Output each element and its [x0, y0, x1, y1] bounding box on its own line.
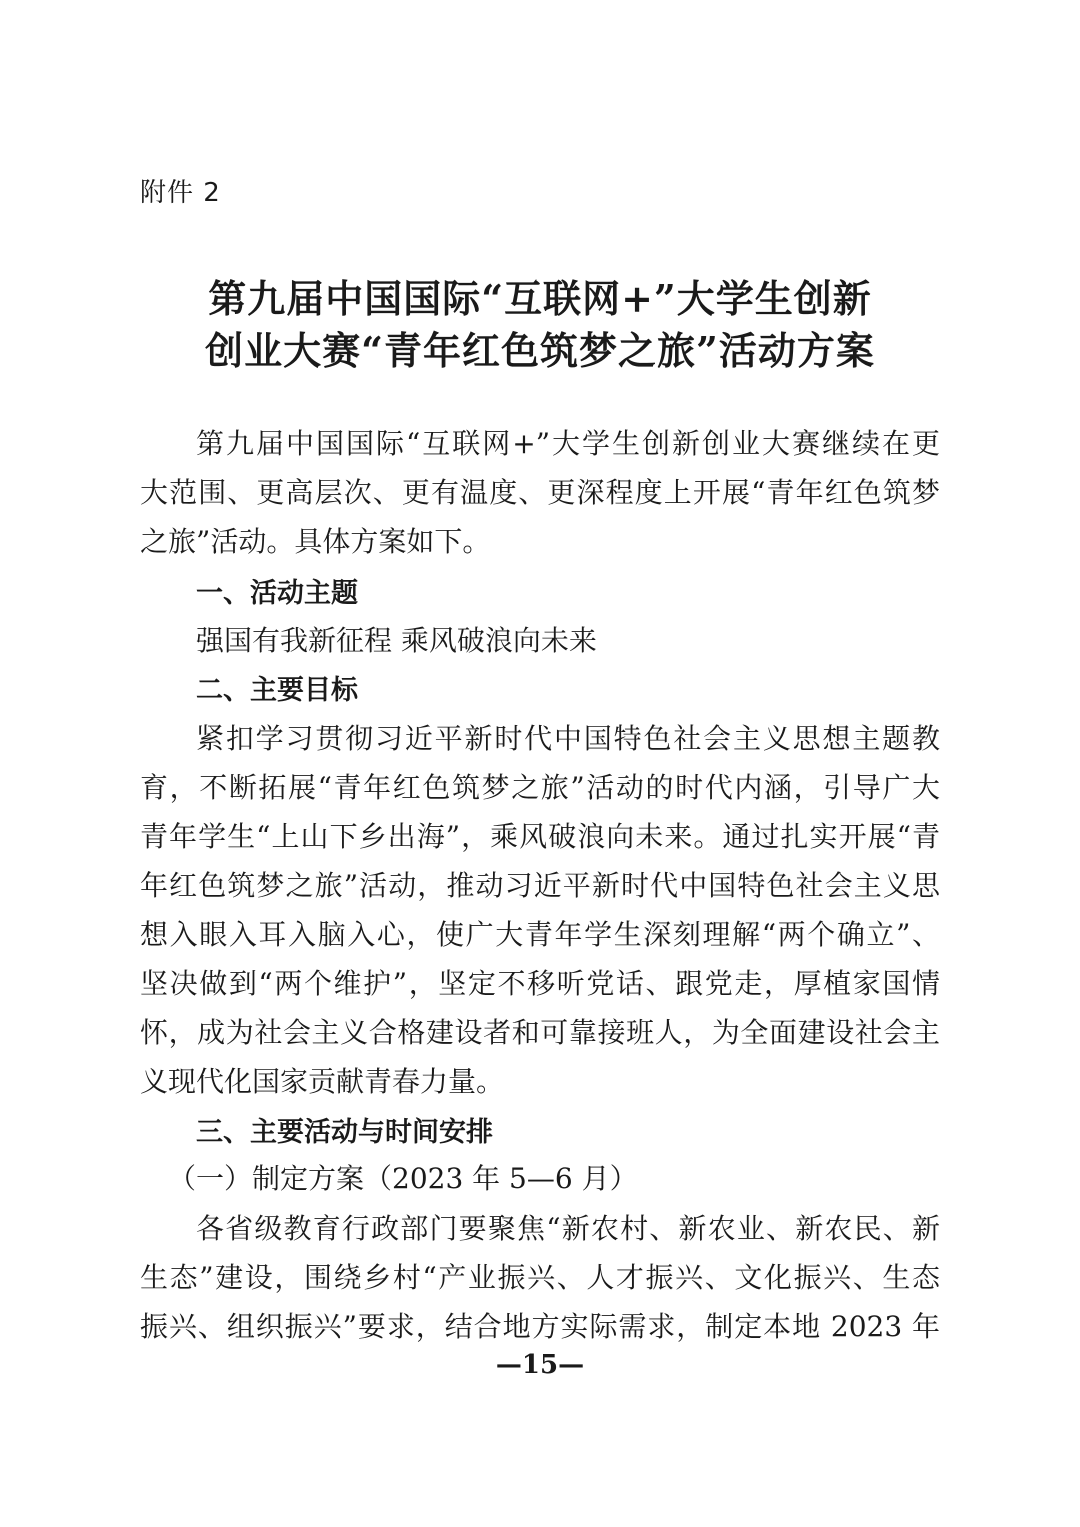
page-number: —15— — [495, 1350, 585, 1380]
goals-paragraph-line: 紧扣学习贯彻习近平新时代中国特色社会主义思想主题教 — [196, 722, 940, 755]
goals-paragraph-line: 年红色筑梦之旅”活动，推动习近平新时代中国特色社会主义思 — [140, 869, 940, 902]
goals-paragraph-line: 坚决做到“两个维护”，坚定不移听党话、跟党走，厚植家国情 — [140, 967, 940, 1000]
goals-paragraph-line: 育，不断拓展“青年红色筑梦之旅”活动的时代内涵，引导广大 — [140, 771, 940, 804]
section-heading-schedule: 三、主要活动与时间安排 — [196, 1117, 493, 1148]
schedule-paragraph-line: 振兴、组织振兴”要求，结合地方实际需求，制定本地 2023 年 — [140, 1310, 940, 1343]
activity-theme-text: 强国有我新征程 乘风破浪向未来 — [196, 624, 597, 657]
intro-paragraph-line: 之旅”活动。具体方案如下。 — [140, 525, 491, 558]
goals-paragraph-line: 义现代化国家贡献青春力量。 — [140, 1065, 505, 1098]
schedule-paragraph-line: 生态”建设，围绕乡村“产业振兴、人才振兴、文化振兴、生态 — [140, 1261, 940, 1294]
intro-paragraph-line: 大范围、更高层次、更有温度、更深程度上开展“青年红色筑梦 — [140, 476, 940, 509]
schedule-paragraph-line: 各省级教育行政部门要聚焦“新农村、新农业、新农民、新 — [196, 1212, 940, 1245]
document-title-line-1: 第九届中国国际“互联网+”大学生创新 — [208, 276, 872, 321]
section-heading-theme: 一、活动主题 — [196, 578, 358, 609]
goals-paragraph-line: 青年学生“上山下乡出海”，乘风破浪向未来。通过扎实开展“青 — [140, 820, 940, 853]
subsection-heading-plan: （一）制定方案（2023 年 5—6 月） — [168, 1162, 638, 1195]
document-title-line-2: 创业大赛“青年红色筑梦之旅”活动方案 — [205, 328, 875, 373]
intro-paragraph-line: 第九届中国国际“互联网+”大学生创新创业大赛继续在更 — [196, 427, 940, 460]
goals-paragraph-line: 怀，成为社会主义合格建设者和可靠接班人，为全面建设社会主 — [140, 1016, 940, 1049]
goals-paragraph-line: 想入眼入耳入脑入心，使广大青年学生深刻理解“两个确立”、 — [140, 918, 940, 951]
attachment-label: 附件 2 — [140, 178, 221, 208]
section-heading-goals: 二、主要目标 — [196, 675, 358, 706]
